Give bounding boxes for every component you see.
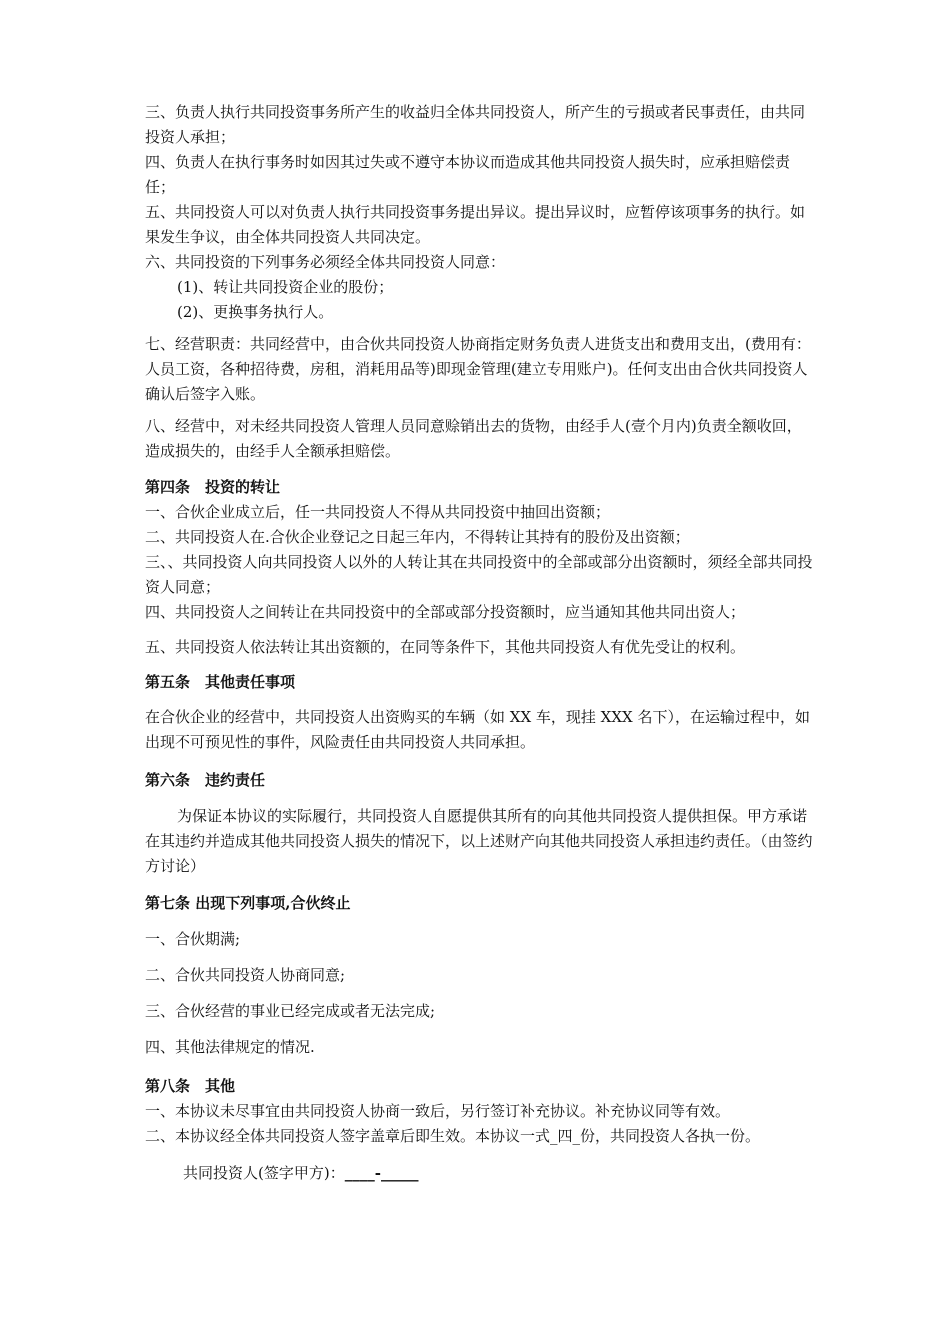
article-5-heading: 第五条 其他责任事项 [145, 673, 296, 691]
clause-8: 八、经营中，对未经共同投资人管理人员同意赊销出去的货物，由经手人(壹个月内)负责全额收回，造成损失的，由经手人全额承担赔偿。 [145, 417, 802, 460]
article-8-clause-1: 一、本协议未尽事宜由共同投资人协商一致后，另行签订补充协议。补充协议同等有效。 [145, 1102, 731, 1120]
article-7-clause-4: 四、其他法律规定的情况. [145, 1038, 315, 1056]
article-4-clause-1: 一、合伙企业成立后，任一共同投资人不得从共同投资中抽回出资额； [145, 503, 611, 521]
clause-6-item-1: (1)、转让共同投资企业的股份； [177, 278, 394, 296]
article-7-heading: 第七条 出现下列事项,合伙终止 [145, 894, 351, 912]
clause-6: 六、共同投资的下列事务必须经全体共同投资人同意： [145, 253, 506, 271]
article-4-clause-3: 三、、共同投资人向共同投资人以外的人转让其在共同投资中的全部或部分出资额时，须经全部共同投资人同意； [145, 553, 813, 596]
article-7-clause-3: 三、合伙经营的事业已经完成或者无法完成; [145, 1002, 436, 1020]
article-8-clause-2: 二、本协议经全体共同投资人签字盖章后即生效。本协议一式_四_份，共同投资人各执一份。 [145, 1127, 761, 1145]
article-7-clause-2: 二、合伙共同投资人协商同意; [145, 966, 346, 984]
article-4-clause-4: 四、共同投资人之间转让在共同投资中的全部或部分投资额时，应当通知其他共同出资人； [145, 603, 746, 621]
clause-6-item-2: (2)、更换事务执行人。 [177, 303, 334, 321]
article-5-clause-1: 在合伙企业的经营中，共同投资人出资购买的车辆（如 XX 车，现挂 XXX 名下），在运输过程中，如出现不可预见性的事件，风险责任由共同投资人共同承担。 [145, 708, 810, 751]
signature-line [145, 1161, 813, 1186]
signature-blank[interactable]: ____-_____ [344, 1164, 419, 1182]
article-4-heading: 第四条 投资的转让 [145, 478, 281, 496]
article-7-clause-1: 一、合伙期满; [145, 930, 241, 948]
document-body [145, 100, 813, 1186]
article-8-heading: 第八条 其他 [145, 1077, 236, 1095]
signature-label: 共同投资人(签字甲方)： [183, 1164, 345, 1182]
article-6-clause-1: 为保证本协议的实际履行，共同投资人自愿提供其所有的向其他共同投资人提供担保。甲方承诺在其违约并造成其他共同投资人损失的情况下，以上述财产向其他共同投资人承担违约责任。（由签约方讨论） [145, 807, 813, 875]
clause-5: 五、共同投资人可以对负责人执行共同投资事务提出异议。提出异议时，应暂停该项事务的执行。如果发生争议，由全体共同投资人共同决定。 [145, 203, 806, 246]
clause-7: 七、经营职责：共同经营中，由合伙共同投资人协商指定财务负责人进货支出和费用支出，(费用有：人员工资，各种招待费，房租，消耗用品等)即现金管理(建立专用账户)。任何支出由合伙共同投资人确认后签字入账。 [145, 335, 811, 403]
article-6-heading: 第六条 违约责任 [145, 771, 266, 789]
clause-3: 三、负责人执行共同投资事务所产生的收益归全体共同投资人，所产生的亏损或者民事责任，由共同投资人承担； [145, 103, 806, 146]
article-4-clause-2: 二、共同投资人在.合伙企业登记之日起三年内，不得转让其持有的股份及出资额； [145, 528, 690, 546]
clause-4: 四、负责人在执行事务时如因其过失或不遵守本协议而造成其他共同投资人损失时，应承担赔偿责任； [145, 153, 791, 196]
article-4-clause-5: 五、共同投资人依法转让其出资额的，在同等条件下，其他共同投资人有优先受让的权利。 [145, 638, 746, 656]
